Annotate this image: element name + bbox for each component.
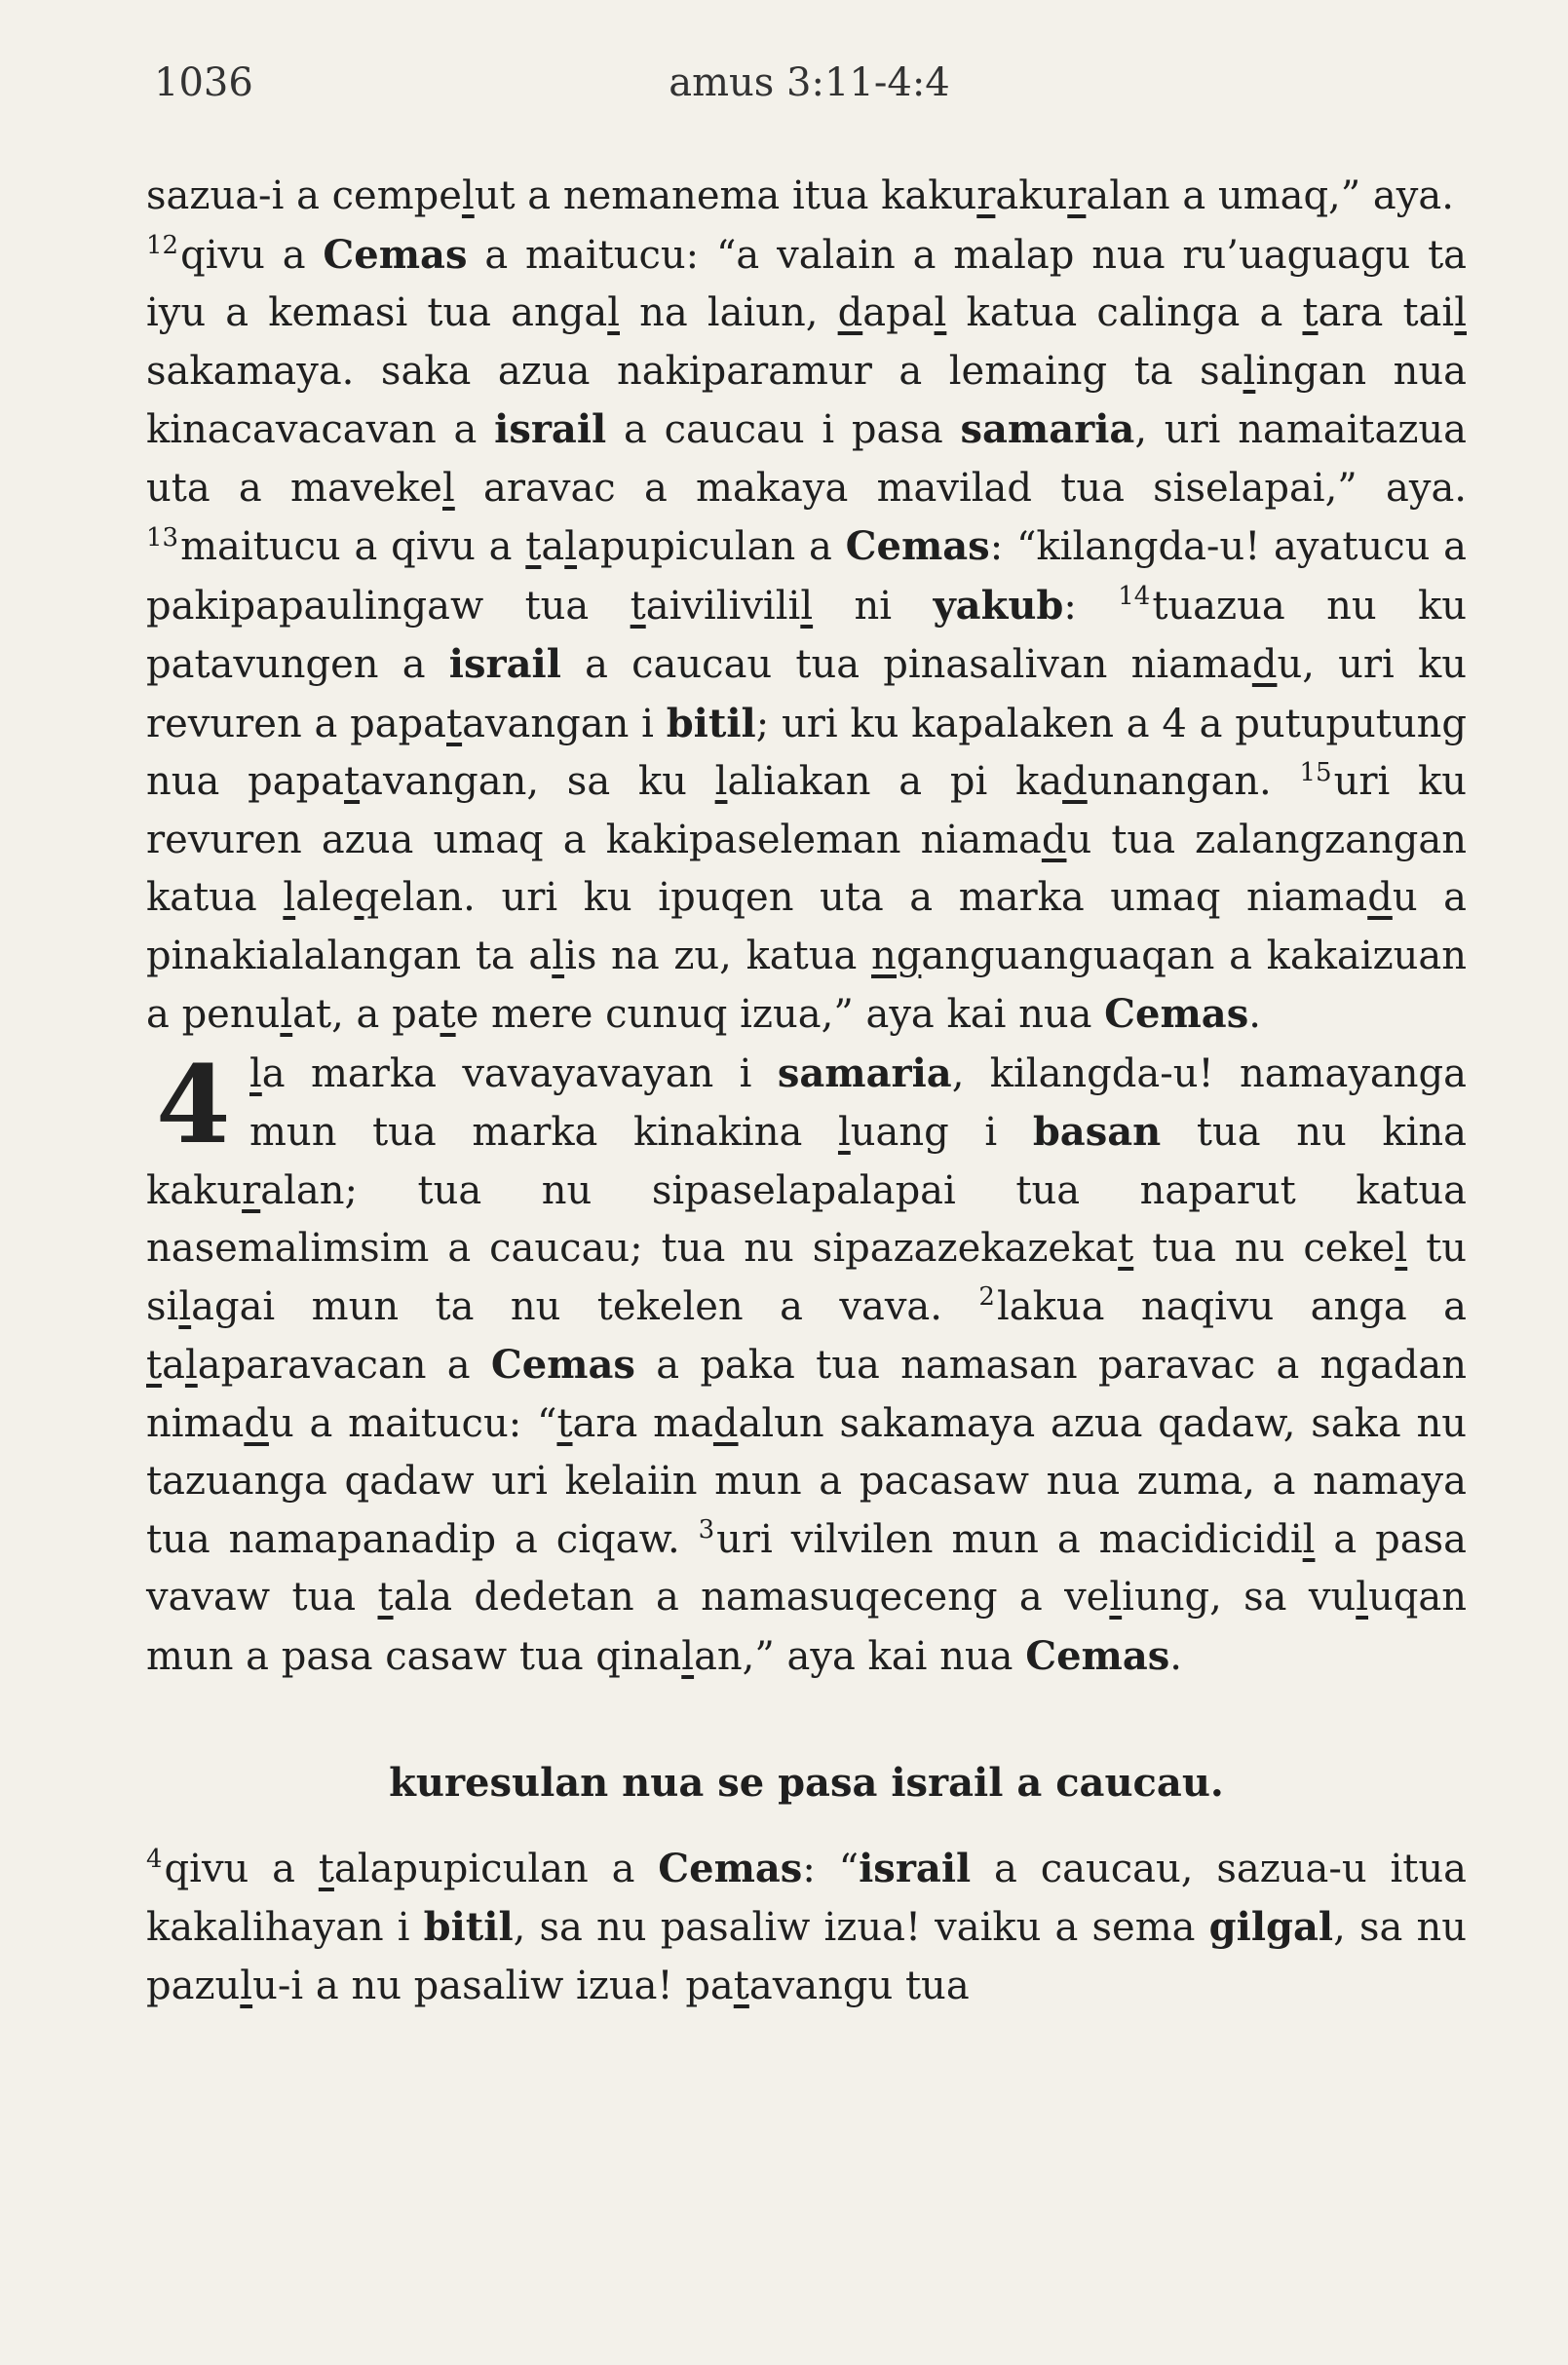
chapter-verse-reference: amus 3:11-4:4 xyxy=(669,60,950,105)
chapter-number: 4 xyxy=(156,1041,231,1167)
chapter-4-paragraph: 4 la marka vavayavayan i samaria, kilangda-u! namayanga mun tua marka kinakina luang i basan tua nu kina kakuralan; tua nu sipaselapalapai tua naparut katua nasemalimsim a caucau; tua nu sipazazekazekat tua nu cekel tu silagai mun ta nu tekelen a vava. $^2$lakua naqivu anga a talaparavacan a Cemas a paka tua namasan paravac a ngadan nimadu a maitucu: “tara madalun sakamaya azua qadaw, saka nu tazuanga qadaw uri kelaiin mun a pacasaw nua zuma, a namaya tua namapanadip a ciqaw. $^3$uri vilvilen mun a macidicidil a pasa vavaw tua tala dedetan a namasuqeceng a veliung, sa vuluqan mun a pasa casaw tua qinalan,” aya kai nua Cemas. xyxy=(146,1041,1468,1679)
page-number: 1036 xyxy=(154,60,253,105)
verse-number: 4 xyxy=(146,1845,163,1875)
verse-number: 14 xyxy=(1118,582,1151,612)
section-heading: kuresulan nua se pasa israil a caucau. xyxy=(389,1760,1224,1806)
verse-12-paragraph: $^{12}$qivu a Cemas a maitucu: “a valain a malap nua ru’uaguagu ta iyu a kemasi tua angal na laiun, dapal katua calinga a tara tail sakamaya. saka azua nakiparamur a lemaing ta salingan nua kinacavacavan a israil a caucau i pasa samaria, uri namaitazua uta a mavekel aravac a makaya mavilad tua siselapai,” aya. $^{13}$maitucu a qivu a talapupiculan a Cemas: “kilangda-u! ayatucu a pakipapaulingaw tua taivilivilil ni yakub: $^{14}$tuazua nu ku patavungen a israil a caucau tua pinasalivan niamadu, uri ku revuren a papatavangan i bitil; uri ku kapalaken a 4 a putuputung nua papatavangan, sa ku laliakan a pi kadunangan. $^{15}$uri ku revuren azua umaq a kakipaseleman niamadu tua zalangzangan katua laleqelan. uri ku ipuqen uta a marka umaq niamadu a pinakialalangan ta alis na zu, katua nganguanguaqan a kakaizuan a penulat, a pate mere cunuq izua,” aya kai nua Cemas. xyxy=(146,231,1468,1037)
paragraph-continuation: sazua-i a cempelut a nemanema itua kakurakuralan a umaq,” aya. xyxy=(146,173,1454,218)
verse-number: 2 xyxy=(978,1282,995,1313)
verse-4-paragraph: $^4$qivu a talapupiculan a Cemas: “israil a caucau, sazua-u itua kakalihayan i bitil, sa nu pasaliw izua! vaiku a sema gilgal, sa nu pazulu-i a nu pasaliw izua! patavangu tua xyxy=(146,1845,1467,2008)
running-head xyxy=(154,60,1465,119)
verse-number: 15 xyxy=(1299,757,1332,787)
verse-number: 13 xyxy=(146,522,179,553)
scripture-text xyxy=(146,168,1467,2015)
verse-number: 3 xyxy=(698,1515,715,1545)
verse-number: 12 xyxy=(146,231,179,261)
